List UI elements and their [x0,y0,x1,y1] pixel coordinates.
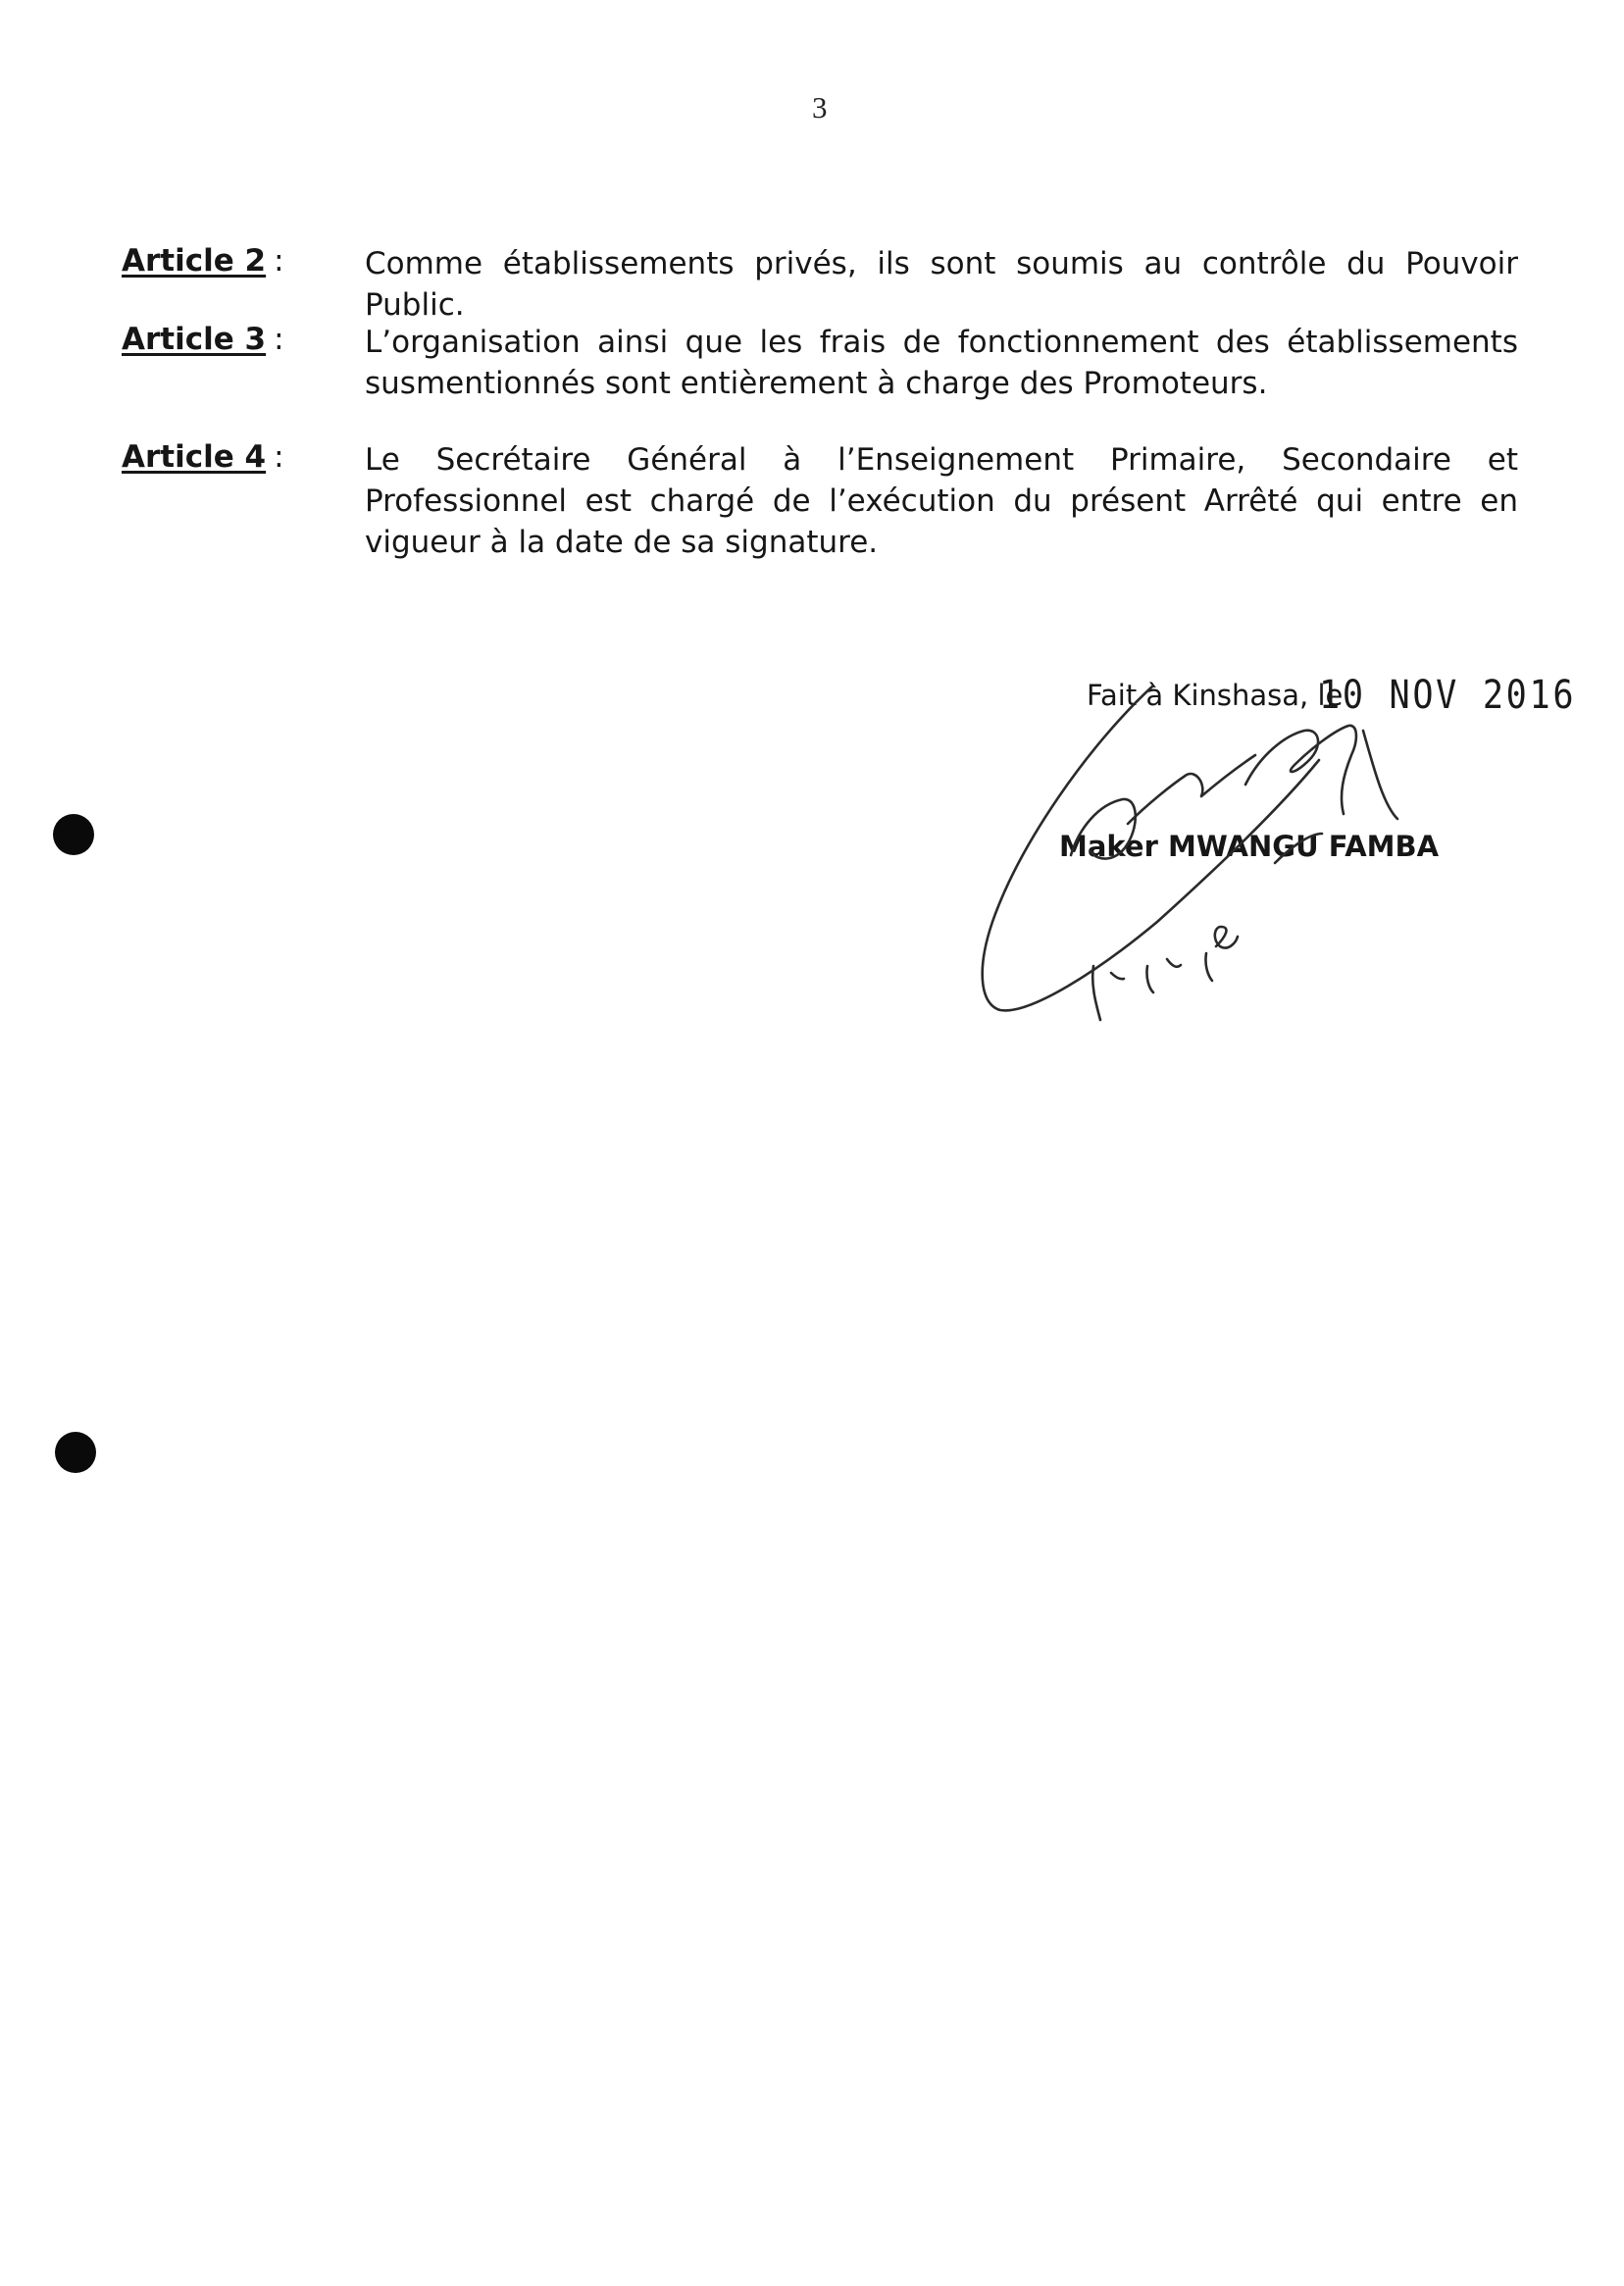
article-2-label-text: Article 2 [122,243,267,279]
signatory-name: Maker MWANGU FAMBA [1059,830,1440,863]
article-3-label [122,322,284,357]
article-2-colon: : [274,243,284,279]
article-3-text: L’organisation ainsi que les frais de fonctionnement des établissements susmentionnés sont entièrement à charge des Promoteurs. [365,325,1518,401]
article-3-label-text: Article 3 [122,322,267,357]
article-2-text: Comme établissements privés, ils sont soumis au contrôle du Pouvoir Public. [365,246,1518,323]
punch-hole-bottom [55,1432,96,1473]
article-2-label [122,243,284,279]
article-4-text: Le Secrétaire Général à l’Enseignement Primaire, Secondaire et Professionnel est chargé de l’exécution du présent Arrêté qui entre en vigueur à la date de sa signature. [365,442,1518,560]
article-4-label [122,439,284,475]
article-4-label-text: Article 4 [122,439,267,475]
place-date: Fait à Kinshasa, le [1087,679,1344,712]
article-4-colon: : [274,439,284,475]
date-stamp: 10 NOV 2016 [1319,673,1577,718]
page-number: 3 [812,90,828,125]
article-3-colon: : [274,322,284,357]
punch-hole-top [53,814,94,855]
